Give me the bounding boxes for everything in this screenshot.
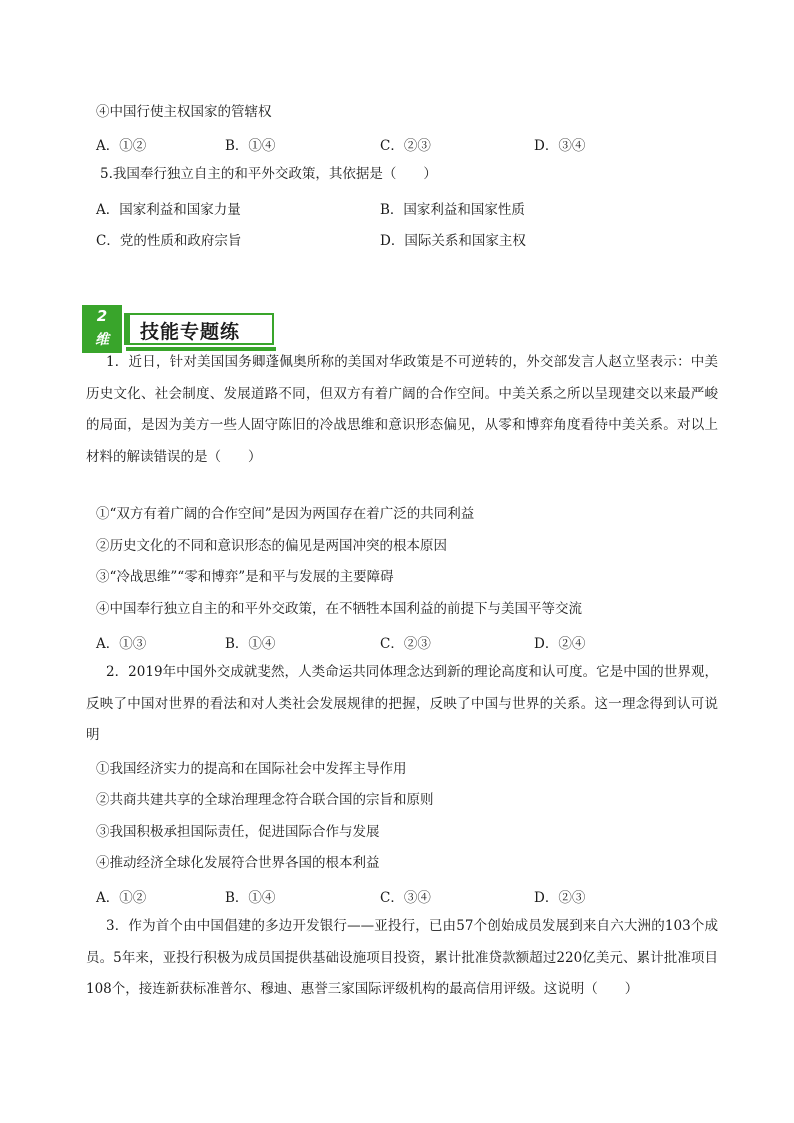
option-d: D．②④: [534, 636, 586, 652]
option-d: D．③④: [534, 138, 586, 154]
answer-options: [96, 632, 696, 650]
question-stem: 1．近日，针对美国国务卿蓬佩奥所称的美国对华政策是不可逆转的，外交部发言人赵立坚表示：中美历史文化、社会制度、发展道路不同，但双方有着广阔的合作空间。中美关系之所以呈现建交以来最严峻的局面，是因为美方一些人固守陈旧的冷战思维和意识形态偏见，从零和博弈角度看待中美关系。对以上材料的解读错误的是（ ）: [86, 354, 718, 465]
option-b: B．国家利益和国家性质: [380, 202, 525, 218]
answer-options: [96, 198, 696, 216]
option-c: C．②③: [380, 636, 431, 652]
option-item-3: ③“冷战思维”“零和博弈”是和平与发展的主要障碍: [96, 569, 394, 585]
option-a: A．国家利益和国家力量: [96, 202, 241, 218]
option-a: A．①②: [96, 890, 147, 906]
question-stem: 2．2019年中国外交成就斐然，人类命运共同体理念达到新的理论高度和认可度。它是中国的世界观，反映了中国对世界的看法和对人类社会发展规律的把握，反映了中国与世界的关系。这一理念得到认可说明: [86, 664, 718, 744]
option-item-4: ④中国奉行独立自主的和平外交政策，在不牺牲本国利益的前提下与美国平等交流: [96, 601, 582, 617]
option-b: B．①④: [225, 890, 276, 906]
option-item-4: ④中国行使主权国家的管辖权: [96, 104, 272, 120]
option-item-1: ①“双方有着广阔的合作空间”是因为两国存在着广泛的共同利益: [96, 506, 475, 522]
option-d: D．国际关系和国家主权: [380, 233, 526, 249]
option-a: A．①②: [96, 138, 147, 154]
option-c: C．③④: [380, 890, 431, 906]
section-number: 2: [96, 307, 108, 325]
option-item-4: ④推动经济全球化发展符合世界各国的根本利益: [96, 855, 380, 871]
option-c: C．②③: [380, 138, 431, 154]
section-title: 技能专题练: [140, 321, 241, 343]
section-dimension: 维: [95, 332, 109, 348]
option-a: A．①③: [96, 636, 147, 652]
question-stem: 5.我国奉行独立自主的和平外交政策，其依据是（ ）: [100, 166, 437, 182]
question-stem: 3．作为首个由中国倡建的多边开发银行——亚投行，已由57个创始成员发展到来自六大洲的103个成员。5年来，亚投行积极为成员国提供基础设施项目投资，累计批准贷款额超过220亿美元、累计批准项目108个，接连新获标准普尔、穆迪、惠誉三家国际评级机构的最高信用评级。这说明（ ）: [86, 918, 718, 998]
option-b: B．①④: [225, 636, 276, 652]
section-ribbon: [124, 313, 274, 345]
option-item-2: ②共商共建共享的全球治理理念符合联合国的宗旨和原则: [96, 792, 434, 808]
option-d: D．②③: [534, 890, 586, 906]
answer-options: [96, 886, 696, 904]
option-item-3: ③我国积极承担国际责任，促进国际合作与发展: [96, 824, 380, 840]
section-badge: [82, 305, 122, 353]
option-item-1: ①我国经济实力的提高和在国际社会中发挥主导作用: [96, 761, 407, 777]
answer-options: [96, 229, 696, 247]
option-c: C．党的性质和政府宗旨: [96, 233, 242, 249]
option-b: B．①④: [225, 138, 276, 154]
answer-options: [96, 134, 696, 152]
option-item-2: ②历史文化的不同和意识形态的偏见是两国冲突的根本原因: [96, 538, 447, 554]
